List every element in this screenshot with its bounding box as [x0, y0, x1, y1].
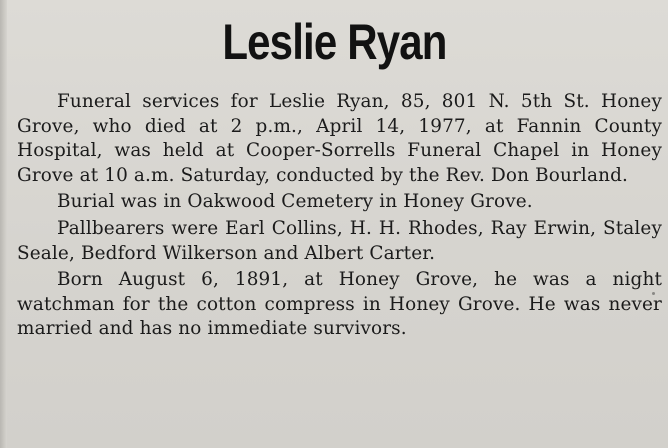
paragraph-pallbearers: Pallbearers were Earl Collins, H. H. Rhodes, Ray Erwin, Staley Seale, Bedford Wilkerson and Albert Carter.: [17, 217, 662, 264]
obituary-body: [17, 90, 662, 342]
obituary-headline: [0, 8, 668, 76]
paragraph-funeral-services: Funeral services for Leslie Ryan, 85, 801 N. 5th St. Honey Grove, who died at 2 p.m., April 14, 1977, at Fannin County Hospital, was held at Cooper-Sorrells Funeral Chapel in Honey Grove at 10 a.m. Saturday, conducted by the Rev. Don Bourland.: [17, 91, 662, 186]
paragraph-burial: Burial was in Oakwood Cemetery in Honey Grove.: [57, 191, 533, 213]
headline-text: Leslie Ryan: [221, 14, 447, 70]
paragraph-biography: Born August 6, 1891, at Honey Grove, he was a night watchman for the cotton compress in Honey Grove. He was never married and has no immediate survivors.: [17, 269, 662, 340]
